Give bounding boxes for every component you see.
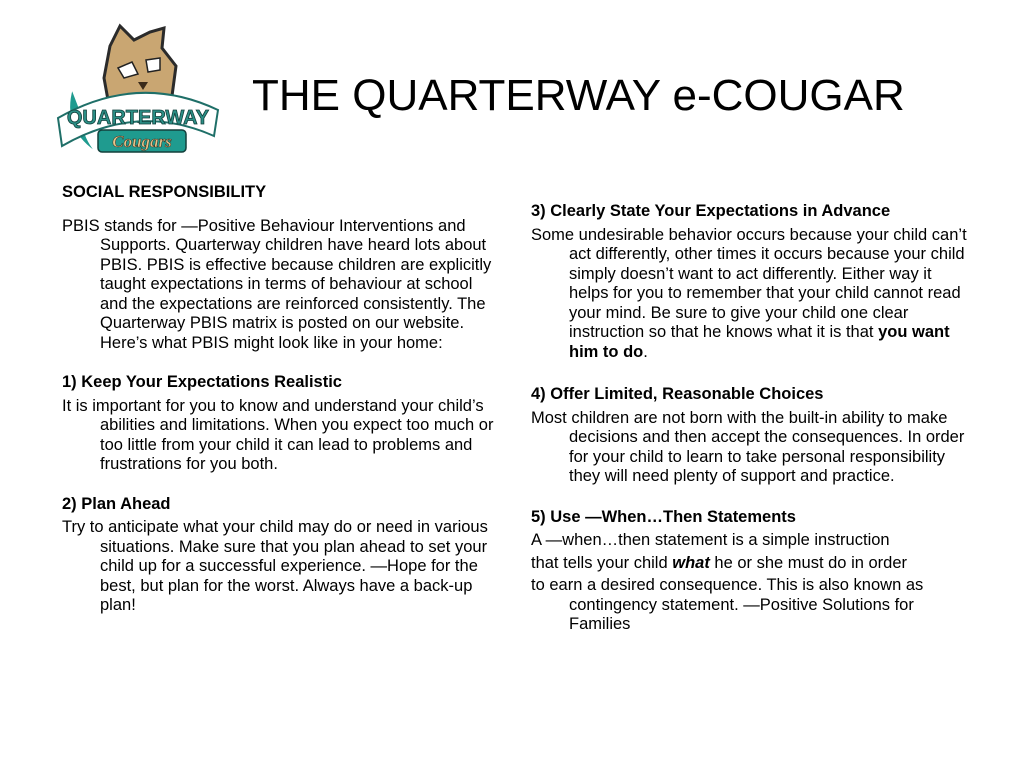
heading-limited-choices: 4) Offer Limited, Reasonable Choices bbox=[531, 385, 824, 403]
right-column bbox=[531, 202, 971, 638]
when-then-line-2-start: that tells your child bbox=[531, 553, 673, 572]
body-state-expectations-text: Some undesirable behavior occurs because your child can’t act differently, other times it occurs because your child simply doesn’t want to act differently. Either way it helps for you to remember that your child cannot read your mind. Be sure to give your child one clear instruction so that he knows what it is that bbox=[531, 225, 967, 341]
when-then-line-2-end: he or she must do in order bbox=[709, 553, 908, 572]
body-limited-choices: Most children are not born with the built-in ability to make decisions and then accept the consequences. In order for your child to learn to take personal responsibility they will need plenty of support and practice. bbox=[531, 408, 965, 485]
left-column bbox=[62, 183, 502, 619]
when-then-line-2 bbox=[531, 554, 971, 574]
section-title: SOCIAL RESPONSIBILITY bbox=[62, 183, 267, 201]
body-state-expectations-bold: you want him to do bbox=[569, 323, 950, 361]
heading-when-then: 5) Use —When…Then Statements bbox=[531, 507, 796, 526]
heading-realistic-expectations: 1) Keep Your Expectations Realistic bbox=[62, 373, 342, 391]
intro-paragraph: PBIS stands for —Positive Behaviour Interventions and Supports. Quarterway children have heard lots about PBIS. PBIS is effective because children are explicitly taught expectations in terms of behaviour at school and the expectations are reinforced consistently. The Quarterway PBIS matrix is posted on our website. Here’s what PBIS might look like in your home: bbox=[62, 216, 492, 352]
when-then-line-1: A —when…then statement is a simple instruction bbox=[531, 531, 890, 549]
body-state-expectations bbox=[531, 226, 971, 363]
body-realistic-expectations: It is important for you to know and understand your child’s abilities and limitations. When you expect too much or too little from your child it can lead to problems and frustrations for you both. bbox=[62, 396, 494, 473]
page-title: THE QUARTERWAY e-COUGAR bbox=[252, 71, 905, 120]
heading-plan-ahead: 2) Plan Ahead bbox=[62, 494, 171, 513]
when-then-line-3: to earn a desired consequence. This is also known as contingency statement. —Positive Solutions for Families bbox=[531, 576, 924, 633]
logo-wordmark-top: QUARTERWAY bbox=[66, 107, 210, 129]
body-plan-ahead: Try to anticipate what your child may do or need in various situations. Make sure that you plan ahead to set your child up for a successful experience. —Hope for the best, but plan for the worst. Always have a back-up plan! bbox=[62, 518, 488, 614]
when-then-line-2-emphasis: what bbox=[672, 553, 710, 572]
school-logo bbox=[52, 18, 224, 166]
heading-state-expectations: 3) Clearly State Your Expectations in Advance bbox=[531, 202, 891, 220]
logo-wordmark-bottom: Cougars bbox=[112, 132, 172, 151]
body-state-expectations-end: . bbox=[643, 342, 648, 361]
